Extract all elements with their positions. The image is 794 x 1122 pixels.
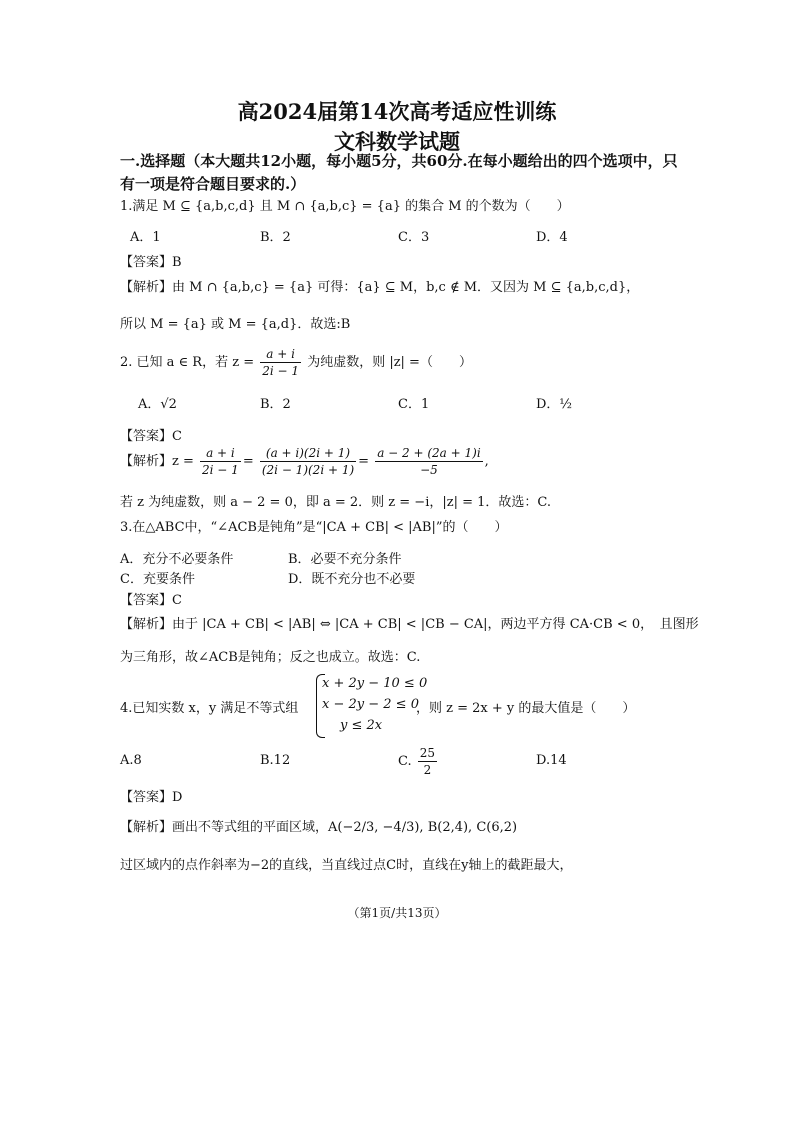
q2-fraction-1-den: 2i − 1 bbox=[202, 463, 239, 477]
q2-answer: 【答案】C bbox=[120, 429, 182, 444]
q3-option-b: B．必要不充分条件 bbox=[288, 552, 402, 567]
q4-option-c-label: C. bbox=[398, 754, 412, 769]
q2-fraction-1 bbox=[200, 445, 241, 478]
q4-option-a: A.8 bbox=[120, 753, 142, 768]
section-heading: 一.选择题（本大题共12小题，每小题5分，共60分.在每小题给出的四个选项中，只有一项是符合题目要求的.） bbox=[120, 152, 678, 193]
q2-fraction-2-den: (2i − 1)(2i + 1) bbox=[261, 463, 355, 477]
q3-answer: 【答案】C bbox=[120, 593, 182, 608]
q4-option-c bbox=[398, 745, 439, 778]
q3-analysis-line1: 【解析】由于 |CA + CB| < |AB| ⇔ |CA + CB| < |CB − CA|，两边平方得 CA·CB < 0， 且图形 bbox=[120, 617, 699, 632]
exam-subtitle: 文科数学试题 bbox=[334, 129, 460, 154]
exam-title: 高2024届第14次高考适应性训练 bbox=[237, 99, 557, 124]
q2-stem-suffix: 为纯虚数，则 |z| =（ ） bbox=[307, 355, 472, 370]
q4-analysis-line1: 【解析】画出不等式组的平面区域，A(−2/3, −4/3), B(2,4), C(6,2) bbox=[120, 820, 518, 835]
q3-stem: 3.在△ABC中，“∠ACB是钝角”是“|CA + CB| < |AB|”的（ ） bbox=[120, 520, 508, 535]
q1-analysis-line2: 所以 M = {a} 或 M = {a,d}．故选:B bbox=[120, 317, 351, 332]
q4-option-d: D.14 bbox=[536, 753, 567, 768]
q1-analysis-line1: 【解析】由 M ∩ {a,b,c} = {a} 可得：{a} ⊆ M，b,c ∉ M．又因为 M ⊆ {a,b,c,d}， bbox=[120, 280, 640, 295]
q2-fraction-3 bbox=[375, 445, 482, 478]
q2-option-b: B．2 bbox=[260, 397, 291, 412]
q2-stem-denominator: 2i − 1 bbox=[262, 364, 300, 378]
q4-option-c-num: 25 bbox=[419, 746, 436, 760]
q1-stem: 1.满足 M ⊆ {a,b,c,d} 且 M ∩ {a,b,c} = {a} 的集合 M 的个数为（ ） bbox=[120, 199, 570, 214]
q2-option-d: D．½ bbox=[536, 397, 573, 412]
q2-stem-fraction bbox=[260, 346, 301, 379]
q4-answer: 【答案】D bbox=[120, 790, 183, 805]
q4-inequality-2: x − 2y − 2 ≤ 0 bbox=[322, 697, 419, 712]
q2-option-a: A．√2 bbox=[138, 397, 177, 412]
q4-inequality-1: x + 2y − 10 ≤ 0 bbox=[322, 676, 428, 691]
q2-stem-numerator: a + i bbox=[260, 346, 301, 363]
q4-stem-prefix: 4.已知实数 x，y 满足不等式组 bbox=[120, 701, 299, 716]
q4-stem-suffix: ，则 z = 2x + y 的最大值是（ ） bbox=[416, 701, 636, 716]
q4-option-c-fraction bbox=[418, 745, 437, 778]
q1-answer: 【答案】B bbox=[120, 255, 182, 270]
q4-option-b: B.12 bbox=[260, 753, 291, 768]
q1-option-b: B．2 bbox=[260, 230, 291, 245]
q2-stem bbox=[120, 346, 472, 379]
q2-option-c: C．1 bbox=[398, 397, 430, 412]
q4-option-c-den: 2 bbox=[423, 763, 432, 777]
q2-analysis-line1: 【解析】z = $\frac{a + i}{2i - 1}$ = $\frac{(a + i)(2i + 1)}{(2i - 1)(2i + 1)}$ = $\frac{a - 2 + (2a + 1)i}{-5}$ , bbox=[120, 446, 489, 477]
q1-option-c: C．3 bbox=[398, 230, 430, 245]
q2-stem-prefix: 2. 已知 a ∈ R，若 z = bbox=[120, 355, 255, 370]
q3-option-c: C．充要条件 bbox=[120, 572, 195, 587]
q2-fraction-2-num: (a + i)(2i + 1) bbox=[260, 445, 356, 462]
q2-fraction-1-num: a + i bbox=[200, 445, 241, 462]
q1-option-d: D．4 bbox=[536, 230, 568, 245]
page-number: （第1页/共13页） bbox=[347, 906, 447, 920]
q4-analysis-line2: 过区域内的点作斜率为−2的直线，当直线过点C时，直线在y轴上的截距最大， bbox=[120, 858, 573, 873]
q3-option-d: D．既不充分也不必要 bbox=[288, 572, 416, 587]
q1-option-a: A．1 bbox=[130, 230, 161, 245]
q4-inequality-3: y ≤ 2x bbox=[340, 718, 383, 733]
q3-option-a: A．充分不必要条件 bbox=[120, 552, 234, 567]
q3-analysis-line2: 为三角形，故∠ACB是钝角；反之也成立。故选：C. bbox=[120, 650, 421, 665]
q2-fraction-3-den: −5 bbox=[420, 463, 438, 477]
q2-analysis-label: 【解析】z = bbox=[120, 454, 194, 469]
q2-analysis-line2: 若 z 为纯虚数，则 a − 2 = 0，即 a = 2．则 z = −i，|z| = 1．故选：C. bbox=[120, 495, 552, 510]
q2-fraction-3-num: a − 2 + (2a + 1)i bbox=[377, 446, 481, 460]
q2-fraction-2 bbox=[260, 445, 356, 478]
